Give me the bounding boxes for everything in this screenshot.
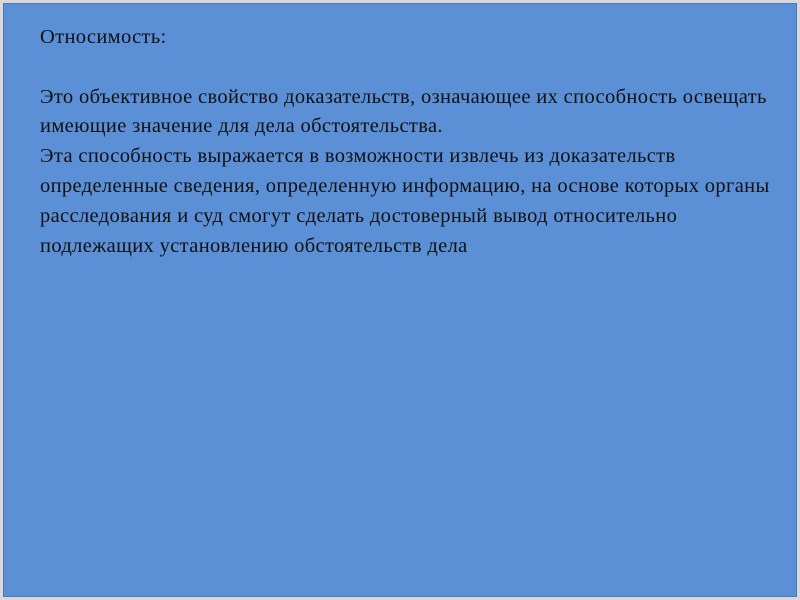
- definition-paragraph: Это объективное свойство доказательств, означающее их способность освещать имеющие значение для дела обстоятельства.: [40, 85, 767, 138]
- slide-heading: Относимость:: [40, 26, 167, 48]
- slide-content: [40, 23, 785, 261]
- explanation-paragraph: Эта способность выражается в возможности извлечь из доказательств определенные сведения, определенную информацию, на основе которых органы расследования и суд смогут сделать достоверный вывод относительно подлежащих установлению обстоятельств дела: [40, 145, 770, 257]
- blank-line: [40, 53, 785, 83]
